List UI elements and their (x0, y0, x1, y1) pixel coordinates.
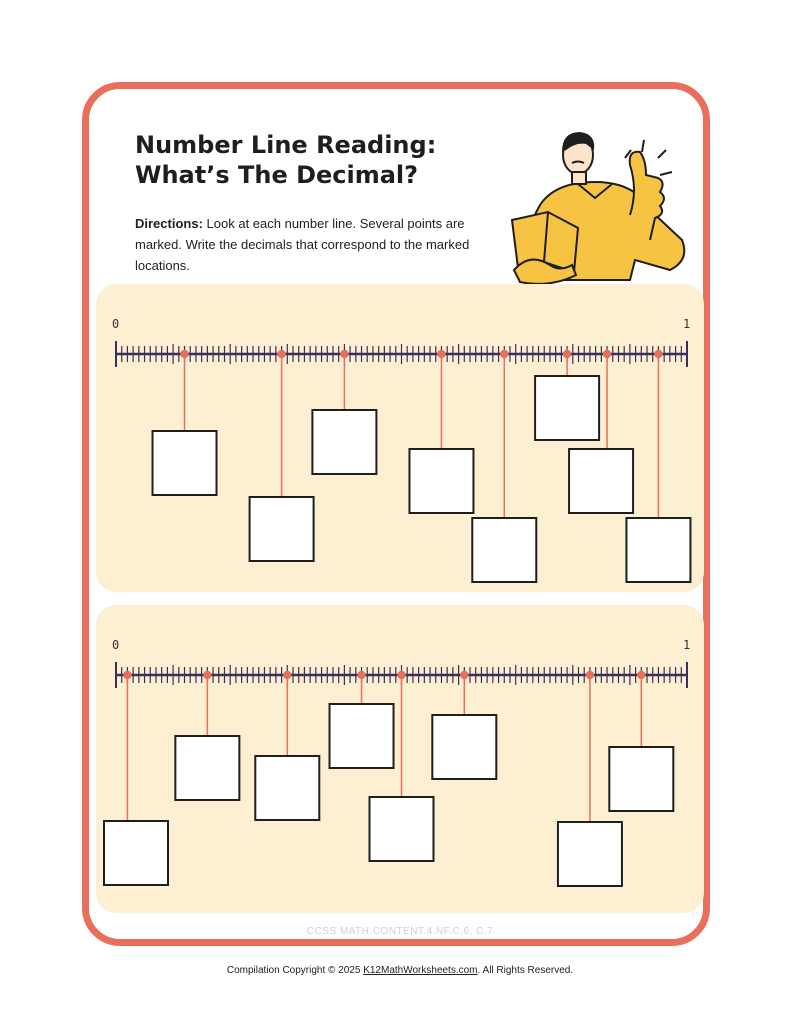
answer-box[interactable] (432, 715, 496, 779)
marked-point (437, 350, 445, 358)
directions-label: Directions: (135, 216, 203, 231)
marked-point (340, 350, 348, 358)
answer-box[interactable] (609, 747, 673, 811)
directions-text: Look at each number line. Several points are marked. Write the decimals that correspond to the marked locations. (135, 216, 470, 273)
number-line-panel-2 (96, 605, 704, 913)
neck (572, 172, 586, 184)
site-link[interactable]: K12MathWorksheets.com (363, 965, 478, 976)
marked-point (277, 350, 285, 358)
marked-point (180, 350, 188, 358)
answer-box[interactable] (370, 797, 434, 861)
answer-box[interactable] (250, 497, 314, 561)
answer-box[interactable] (104, 821, 168, 885)
answer-box[interactable] (569, 449, 633, 513)
marked-point (603, 350, 611, 358)
marked-point (460, 671, 468, 679)
marked-point (397, 671, 405, 679)
answer-box[interactable] (153, 431, 217, 495)
standard-code: CCSS.MATH.CONTENT.4.NF.C.6, C.7 (306, 926, 494, 937)
copyright-suffix: . All Rights Reserved. (477, 965, 574, 976)
answer-box[interactable] (558, 822, 622, 886)
start-label: 0 (112, 638, 120, 652)
copyright-prefix: Compilation Copyright © 2025 (226, 965, 361, 976)
answer-box[interactable] (312, 410, 376, 474)
marked-point (586, 671, 594, 679)
answer-box[interactable] (255, 756, 319, 820)
number-line-2 (96, 605, 704, 913)
marked-point (654, 350, 662, 358)
marked-point (123, 671, 131, 679)
marked-point (500, 350, 508, 358)
start-label: 0 (112, 317, 120, 331)
worksheet-title (135, 130, 495, 190)
answer-box[interactable] (409, 449, 473, 513)
man-reading-illustration (500, 120, 700, 290)
end-label: 1 (683, 317, 691, 331)
marked-point (283, 671, 291, 679)
marked-point (563, 350, 571, 358)
answer-box[interactable] (472, 518, 536, 582)
title-line-1: Number Line Reading: (135, 131, 437, 159)
copyright (0, 965, 800, 976)
number-line-1 (96, 284, 704, 592)
title-line-2: What’s The Decimal? (135, 161, 419, 189)
answer-box[interactable] (175, 736, 239, 800)
number-line-panel-1 (96, 284, 704, 592)
marked-point (357, 671, 365, 679)
answer-box[interactable] (535, 376, 599, 440)
answer-box[interactable] (626, 518, 690, 582)
directions (135, 213, 507, 276)
marked-point (637, 671, 645, 679)
marked-point (203, 671, 211, 679)
end-label: 1 (683, 638, 691, 652)
answer-box[interactable] (330, 704, 394, 768)
